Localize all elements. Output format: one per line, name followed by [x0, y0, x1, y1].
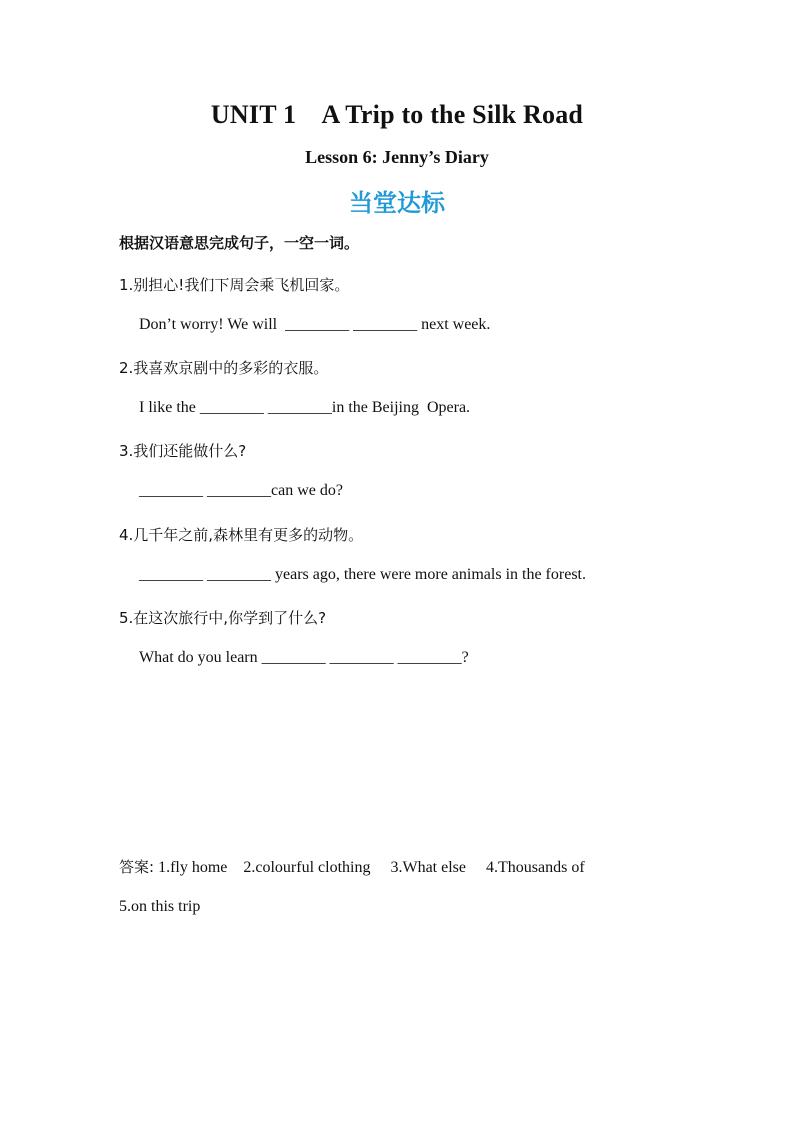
question-5-english: What do you learn ________ ________ ________? — [139, 649, 469, 666]
question-3-english: ________ ________can we do? — [139, 482, 343, 499]
instructions: 根据汉语意思完成句子，一空一词。 — [119, 234, 360, 252]
answers-label: 答案: — [119, 858, 155, 876]
answers-line-1 — [119, 856, 585, 877]
question-5-chinese: 5.在这次旅行中,你学到了什么? — [119, 609, 327, 627]
question-1-english: Don’t worry! We will ________ ________ next week. — [139, 316, 491, 333]
question-4-chinese: 4.几千年之前,森林里有更多的动物。 — [119, 526, 364, 544]
answers-text-1: 1.fly home 2.colourful clothing 3.What else 4.Thousands of — [154, 859, 585, 876]
question-3-chinese: 3.我们还能做什么? — [119, 442, 247, 460]
question-2-english: I like the ________ ________in the Beijing Opera. — [139, 399, 471, 416]
question-1-chinese: 1.别担心!我们下周会乘飞机回家。 — [119, 276, 350, 294]
section-heading: 当堂达标 — [349, 189, 445, 217]
answers-line-2: 5.on this trip — [119, 898, 201, 915]
question-2-chinese: 2.我喜欢京剧中的多彩的衣服。 — [119, 359, 329, 377]
unit-title: UNIT 1 A Trip to the Silk Road — [210, 100, 584, 129]
question-4-english: ________ ________ years ago, there were more animals in the forest. — [139, 566, 586, 583]
lesson-title: Lesson 6: Jenny’s Diary — [305, 147, 489, 167]
